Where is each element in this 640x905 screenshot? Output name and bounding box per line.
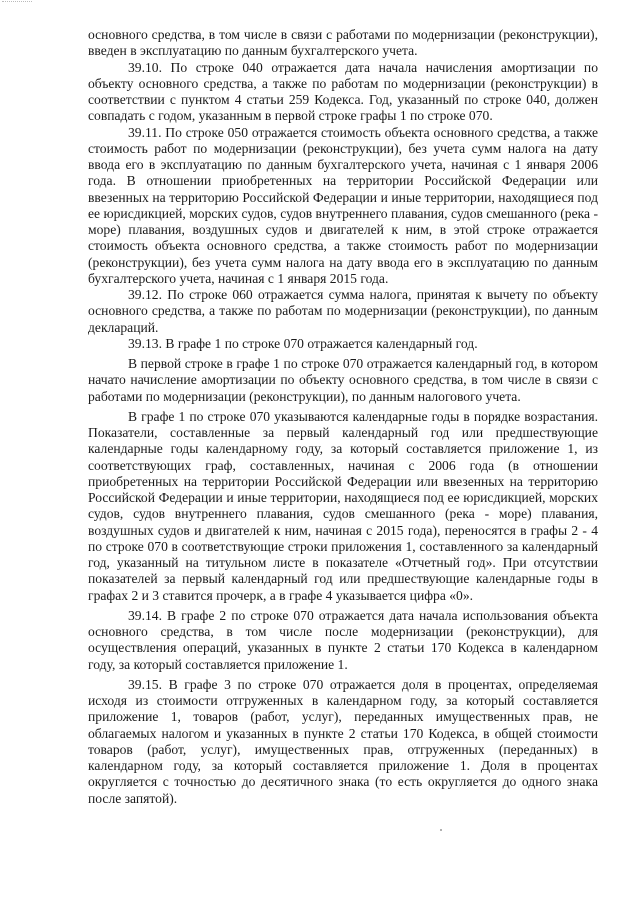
scan-speck bbox=[440, 829, 442, 831]
paragraph-39-13: 39.13. В графе 1 по строке 070 отражается календарный год. bbox=[128, 335, 478, 351]
document-page bbox=[88, 27, 598, 807]
paragraph-39-15: 39.15. В графе 3 по строке 070 отражается доля в процентах, определяемая исходя из стоимости отгруженных в календарном году, за который составляется приложение 1, товаров (работ, услуг), переданных имущественных прав, не облагаемых налогом и указанных в пункте 2 статьи 170 Кодекса, в общей стоимости товаров (работ, услуг), имущественных прав, отгруженных (переданных) в календарном году, за который составляется приложение 1. Доля в процентах округляется с точностью до десятичного знака (то есть округляется до одного знака после запятой). bbox=[88, 676, 598, 806]
paragraph-39-12: 39.12. По строке 060 отражается сумма налога, принятая к вычету по объекту основного средства, а также по работам по модернизации (реконструкции), по данным деклараций. bbox=[88, 287, 598, 335]
paragraph-39-11: 39.11. По строке 050 отражается стоимость объекта основного средства, а также стоимость работ по модернизации (реконструкции), без учета сумм налога на дату ввода его в эксплуатацию по данным бухгалтерского учета, начиная с 1 января 2006 года. В отношении приобретенных на территории Российской Федерации или ввезенных на территорию Российской Федерации и иные территории, находящиеся под ее юрисдикцией, морских судов, судов внутреннего плавания, судов смешанного (река - море) плавания, воздушных судов и двигателей к ним, в этой строке отражается стоимость объекта основного средства, а также стоимость работ по модернизации (реконструкции), без учета сумм налога на дату ввода его в эксплуатацию по данным бухгалтерского учета, начиная с 1 января 2015 года. bbox=[88, 124, 598, 286]
scan-corner-mark bbox=[2, 1, 32, 4]
paragraph-years-order: В графе 1 по строке 070 указываются календарные годы в порядке возрастания. Показатели, составленные за первый календарный год или предшествующие календарные годы календарному году, за который составляется приложение 1, из соответствующих граф, составленных, начиная с 2006 года (в отношении приобретенных на территории Российской Федерации или ввезенных на территорию Российской Федерации и иные территории, находящиеся под ее юрисдикцией, морских судов, судов внутреннего плавания, судов смешанного (река - море) плавания, воздушных судов и двигателей к ним, начиная с 2015 года), переносятся в графы 2 - 4 по строке 070 в соответствующие строки приложения 1, составленного за календарный год, указанный на титульном листе в показателе «Отчетный год». При отсутствии показателей за первый календарный год или предшествующие календарные годы в графах 2 и 3 ставится прочерк, а в графе 4 указывается цифра «0». bbox=[88, 408, 598, 603]
paragraph-39-10: 39.10. По строке 040 отражается дата начала начисления амортизации по объекту основного средства, а также по работам по модернизации (реконструкции) в соответствии с пунктом 4 статьи 259 Кодекса. Год, указанный по строке 040, должен совпадать с годом, указанным в первой строке графы 1 по строке 070. bbox=[88, 59, 598, 124]
paragraph-continuation: основного средства, в том числе в связи с работами по модернизации (реконструкции), введен в эксплуатацию по данным бухгалтерского учета. bbox=[88, 27, 598, 59]
paragraph-39-14: 39.14. В графе 2 по строке 070 отражается дата начала использования объекта основного средства, в том числе после модернизации (реконструкции), для осуществления операций, указанных в пункте 2 статьи 170 Кодекса в календарном году, за который составляется приложение 1. bbox=[88, 607, 598, 672]
paragraph-first-row-year: В первой строке в графе 1 по строке 070 отражается календарный год, в котором начато начисление амортизации по объекту основного средства, в том числе в связи с работами по модернизации (реконструкции), по данным налогового учета. bbox=[88, 356, 598, 404]
